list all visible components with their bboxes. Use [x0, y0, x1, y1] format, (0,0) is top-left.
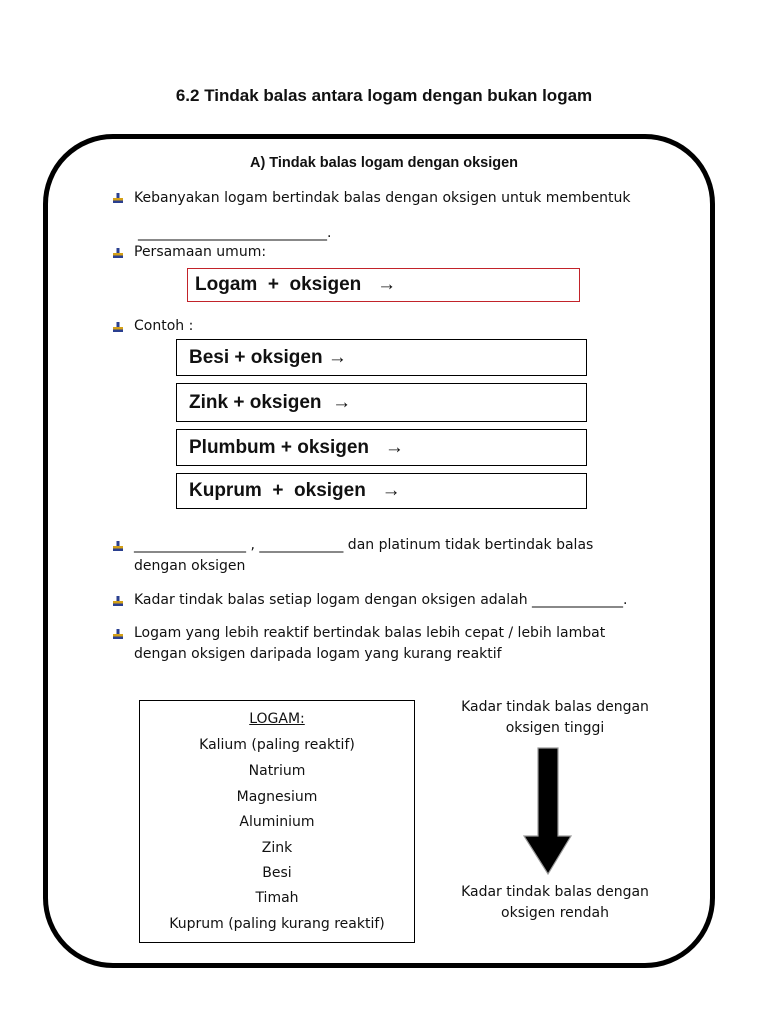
- section-title: A) Tindak balas logam dengan oksigen: [249, 155, 519, 171]
- bullet-text: dengan oksigen daripada logam yang kurang reaktif: [134, 646, 502, 662]
- metal-item: Natrium: [248, 763, 306, 779]
- bullet-icon: [113, 248, 123, 258]
- bullet-icon: [113, 322, 123, 332]
- metal-item: Magnesium: [236, 789, 318, 805]
- bullet-text: Kadar tindak balas setiap logam dengan oksigen adalah _____________.: [134, 592, 628, 608]
- example-equation-box: [176, 429, 587, 466]
- bullet-icon: [113, 541, 123, 551]
- blank-line: ___________________________.: [138, 225, 332, 241]
- metal-item: Zink: [261, 840, 293, 856]
- rate-low-line: oksigen rendah: [501, 905, 609, 921]
- example-equation-box: [176, 339, 587, 376]
- example-equation: Plumbum + oksigen →: [189, 436, 404, 458]
- rate-high-label: [430, 697, 680, 739]
- bullet-text: ________________ , ____________ dan platinum tidak bertindak balas: [134, 537, 594, 553]
- rate-low-label: [430, 882, 680, 924]
- metal-item: Aluminium: [239, 814, 315, 830]
- metal-item: Kalium (paling reaktif): [199, 737, 355, 753]
- bullet-text: Persamaan umum:: [134, 244, 267, 260]
- down-arrow-icon: [520, 746, 574, 878]
- bullet-text: Kebanyakan logam bertindak balas dengan oksigen untuk membentuk: [134, 190, 631, 206]
- rate-high-line: oksigen tinggi: [505, 720, 605, 736]
- page-title: 6.2 Tindak balas antara logam dengan bukan logam: [175, 86, 593, 105]
- reactivity-series-box: [139, 700, 415, 943]
- example-equation-box: [176, 383, 587, 422]
- metal-item: Timah: [255, 890, 299, 906]
- bullet-text: dengan oksigen: [134, 558, 246, 574]
- example-equation: Besi + oksigen →: [189, 346, 347, 368]
- metal-item: Besi: [262, 865, 292, 881]
- bullet-icon: [113, 629, 123, 639]
- rate-low-line: Kadar tindak balas dengan: [461, 884, 649, 900]
- example-equation-box: [176, 473, 587, 509]
- bullet-icon: [113, 596, 123, 606]
- bullet-text: Contoh :: [134, 318, 194, 334]
- reactivity-series-header: LOGAM:: [249, 711, 305, 727]
- metal-item: Kuprum (paling kurang reaktif): [169, 916, 385, 932]
- bullet-icon: [113, 193, 123, 203]
- general-equation-box: [187, 268, 580, 302]
- general-equation: Logam + oksigen →: [195, 274, 397, 295]
- bullet-text: Logam yang lebih reaktif bertindak balas lebih cepat / lebih lambat: [134, 625, 606, 641]
- example-equation: Zink + oksigen →: [189, 391, 352, 413]
- rate-high-line: Kadar tindak balas dengan: [461, 699, 649, 715]
- example-equation: Kuprum + oksigen →: [189, 480, 401, 501]
